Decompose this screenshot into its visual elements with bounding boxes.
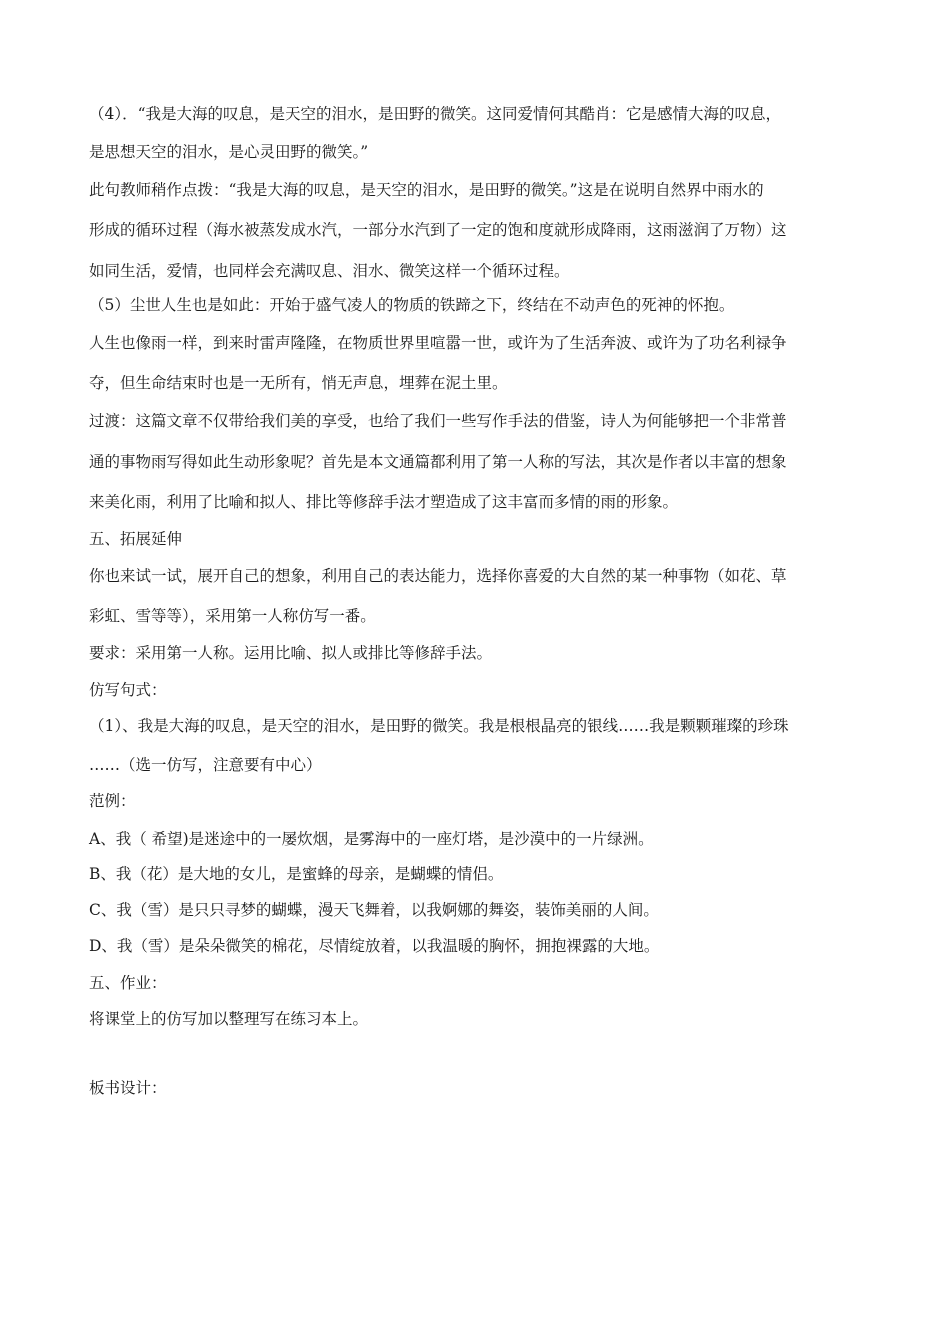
text-line: （1）、我是大海的叹息，是天空的泪水，是田野的微笑。我是根根晶亮的银线……我是颗颗璀璨的珍珠 xyxy=(89,717,789,735)
text-line: 板书设计： xyxy=(89,1079,167,1097)
text-line: 要求：采用第一人称。运用比喻、拟人或排比等修辞手法。 xyxy=(89,644,493,662)
text-line: 过渡：这篇文章不仅带给我们美的享受，也给了我们一些写作手法的借鉴，诗人为何能够把一个非常普 xyxy=(89,412,787,430)
text-line: 通的事物雨写得如此生动形象呢？首先是本文通篇都利用了第一人称的写法，其次是作者以丰富的想象 xyxy=(89,453,787,471)
text-line: 是思想天空的泪水，是心灵田野的微笑。” xyxy=(89,143,369,161)
example-line: C、我（雪）是只只寻梦的蝴蝶，漫天飞舞着，以我婀娜的舞姿，装饰美丽的人间。 xyxy=(89,901,659,919)
text-line: ……（选一仿写，注意要有中心） xyxy=(89,756,322,774)
text-line: 形成的循环过程（海水被蒸发成水汽，一部分水汽到了一定的饱和度就形成降雨，这雨滋润了万物）这 xyxy=(89,221,787,239)
text-line: 你也来试一试，展开自己的想象，利用自己的表达能力，选择你喜爱的大自然的某一种事物（如花、草 xyxy=(89,567,787,585)
example-line: D、我（雪）是朵朵微笑的棉花，尽情绽放着，以我温暖的胸怀，拥抱裸露的大地。 xyxy=(89,937,660,955)
text-line: （5）尘世人生也是如此：开始于盛气凌人的物质的铁蹄之下，终结在不动声色的死神的怀抱。 xyxy=(89,296,735,314)
text-line: 此句教师稍作点拨：“我是大海的叹息，是天空的泪水，是田野的微笑。”这是在说明自然界中雨水的 xyxy=(89,181,764,199)
text-line: 夺，但生命结束时也是一无所有，悄无声息，埋葬在泥土里。 xyxy=(89,374,508,392)
example-line: A、我（ 希望)是迷途中的一屡炊烟，是雾海中的一座灯塔，是沙漠中的一片绿洲。 xyxy=(89,830,654,848)
text-line: 范例： xyxy=(89,792,136,810)
text-line: 人生也像雨一样，到来时雷声隆隆，在物质世界里喧嚣一世，或许为了生活奔波、或许为了功名利禄争 xyxy=(89,334,787,352)
example-line: B、我（花）是大地的女儿，是蜜蜂的母亲，是蝴蝶的情侣。 xyxy=(89,865,504,883)
text-line: 彩虹、雪等等），采用第一人称仿写一番。 xyxy=(89,607,376,625)
text-line: 仿写句式： xyxy=(89,681,167,699)
text-line: 如同生活，爱情，也同样会充满叹息、泪水、微笑这样一个循环过程。 xyxy=(89,262,570,280)
text-line: 将课堂上的仿写加以整理写在练习本上。 xyxy=(89,1010,369,1028)
section-heading: 五、作业： xyxy=(89,974,167,992)
text-line: 来美化雨，利用了比喻和拟人、排比等修辞手法才塑造成了这丰富而多情的雨的形象。 xyxy=(89,493,679,511)
text-line: （4）．“我是大海的叹息，是天空的泪水，是田野的微笑。这同爱情何其酷肖：它是感情大海的叹息， xyxy=(89,105,782,123)
section-heading: 五、拓展延伸 xyxy=(89,530,183,548)
